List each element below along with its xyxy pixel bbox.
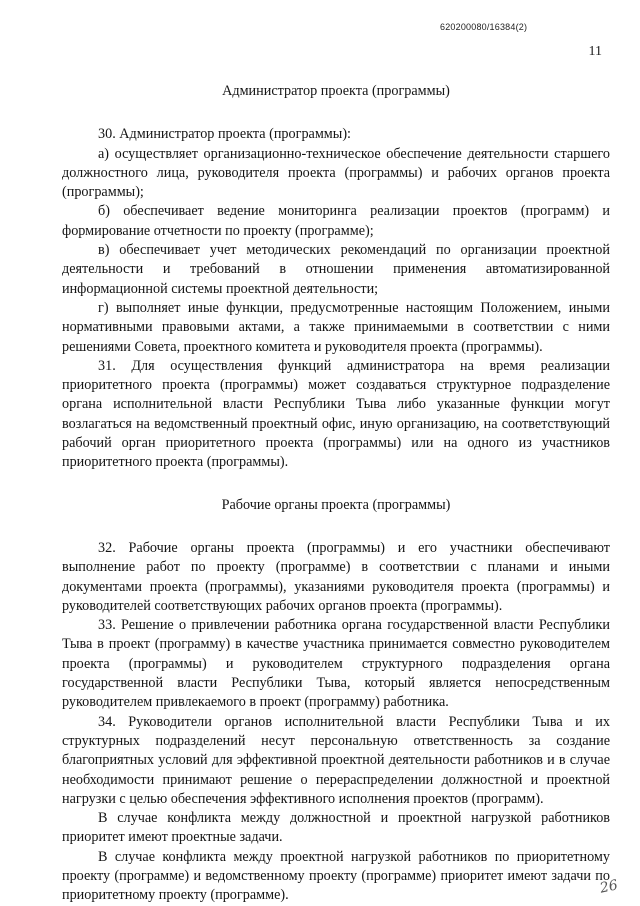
administrator-paragraph: 31. Для осуществления функций администратора на время реализации приоритетного проекта (программы) может создаваться структурное подразделение органа исполнительной власти Республики Тыва либо указанные функции могут возлагаться на ведомственный проектный офис, иную организацию, на соответствующий рабочий орган приоритетного проекта (программы) или на одного из участников приоритетного проекта (программы). bbox=[62, 357, 610, 471]
handwritten-page-mark: 26 bbox=[598, 877, 620, 897]
working-bodies-paragraph: В случае конфликта между должностной и проектной нагрузкой работников приоритет имеют проектные задачи. bbox=[62, 810, 610, 846]
working-bodies-paragraph: 32. Рабочие органы проекта (программы) и его участники обеспечивают выполнение работ по проекту (программе) в соответствии с планами и иными документами проекта (программы), указаниями руководителя проекта (программы) и руководителей соответствующих рабочих органов проекта (программы). bbox=[62, 539, 610, 614]
working-bodies-paragraph: В случае конфликта между проектной нагрузкой работников по приоритетному проекту (программе) и ведомственному проекту (программе) приоритет имеют задачи по приоритетному проекту (программе). bbox=[62, 848, 610, 904]
administrator-paragraph: в) обеспечивает учет методических рекомендаций по организации проектной деятельности и требований в отношении применения автоматизированной информационной системы проектной деятельности; bbox=[62, 242, 610, 297]
section-title-administrator: Администратор проекта (программы) bbox=[222, 83, 450, 99]
administrator-paragraph: 30. Администратор проекта (программы): bbox=[98, 126, 351, 143]
document-body bbox=[62, 82, 610, 906]
working-bodies-paragraph: 34. Руководители органов исполнительной власти Республики Тыва и их структурных подразделений несут персональную ответственность за создание благоприятных условий для эффективной проектной деятельности работников и в случае необходимости принимают решение о перераспределении должностной и проектной нагрузки с целью обеспечения эффективного исполнения проектов (программ). bbox=[62, 713, 610, 807]
section-title-working-bodies: Рабочие органы проекта (программы) bbox=[221, 496, 451, 513]
document-code: 620200080/16384(2) bbox=[440, 22, 528, 32]
administrator-paragraph: а) осуществляет организационно-техническое обеспечение деятельности старшего должностного лица, руководителя проекта (программы) и рабочих органов проекта (программы); bbox=[62, 145, 610, 201]
page-number: 11 bbox=[588, 44, 602, 59]
working-bodies-paragraph: 33. Решение о привлечении работника органа государственной власти Республики Тыва в проект (программу) в качестве участника принимается совместно руководителем проекта (программы) и руководителем структурного подразделения органа государственной власти Республики Тыва, который является непосредственным руководителем привлекаемого в проект (программу) работника. bbox=[62, 617, 610, 711]
section-working-bodies bbox=[62, 539, 610, 906]
administrator-paragraph: б) обеспечивает ведение мониторинга реализации проектов (программ) и формирование отчетности по проекту (программе); bbox=[62, 203, 610, 239]
section-administrator bbox=[62, 125, 610, 472]
administrator-paragraph: г) выполняет иные функции, предусмотренные настоящим Положением, иными нормативными правовыми актами, а также принимаемыми в соответствии с ними решениями Совета, проектного комитета и руководителя проекта (программы). bbox=[62, 299, 610, 355]
